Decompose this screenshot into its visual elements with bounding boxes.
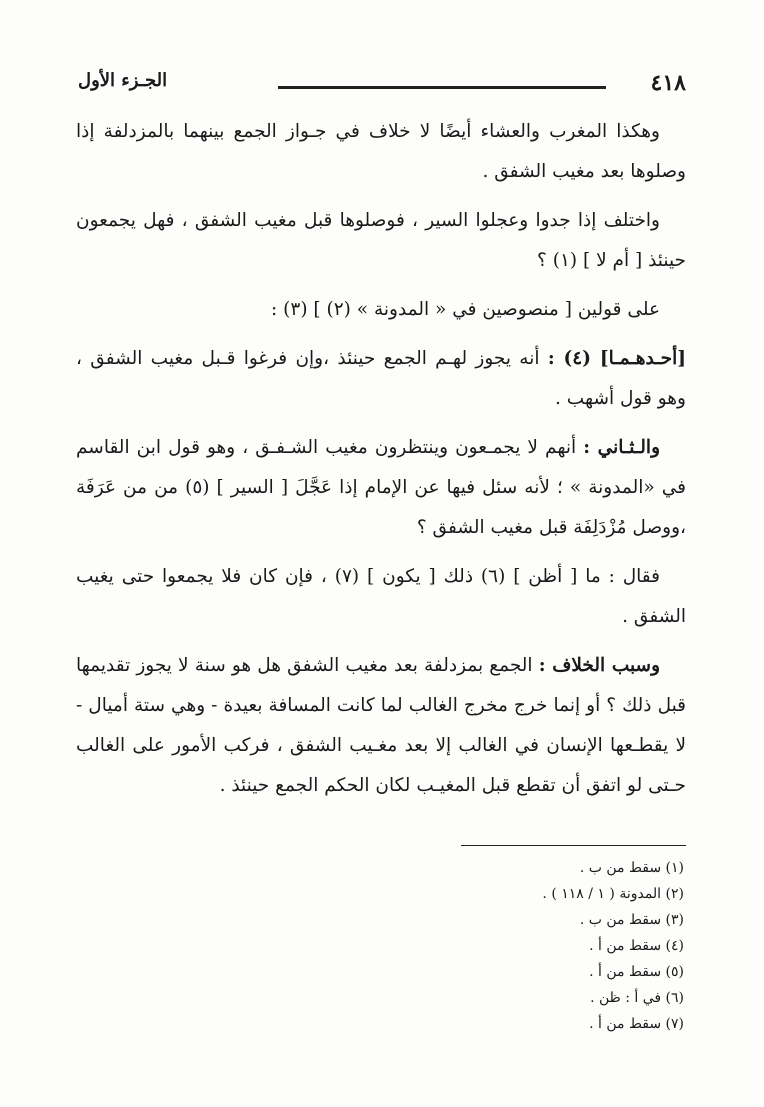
footnote: (٣) سقط من ب . xyxy=(579,912,684,928)
paragraph-text: فقال : ما [ أظن ] (٦) ذلك [ يكون ] (٧) ، فإن كان فلا يجمعوا حتى يغيب الشفق . xyxy=(76,566,686,627)
paragraph xyxy=(76,646,686,806)
footnotes xyxy=(284,855,684,1037)
paragraph xyxy=(76,339,686,419)
header-rule xyxy=(278,86,606,89)
paragraph-text: أنهم لا يجمـعون وينتظرون مغيب الشـفـق ، وهو قول ابن القاسم في «المدونة » ؛ لأنه سئل فيها عن الإمام إذا عَجَّلَ [ السير ] (٥) من من عَرَفَة ،ووصل مُزْدَلِفَة قبل مغيب الشفق ؟ xyxy=(76,437,687,538)
paragraph-lead: [أحـدهـمـا] (٤) : xyxy=(547,348,686,369)
paragraph xyxy=(76,557,686,637)
paragraph-lead: والـثـاني : xyxy=(583,437,660,458)
paragraph-text: أنه يجوز لهـم الجمع حينئذ ،وإن فرغوا قـبل مغيب الشفق ، وهو قول أشهب . xyxy=(76,348,686,409)
footnote: (٧) سقط من أ . xyxy=(589,1016,684,1032)
paragraph xyxy=(76,112,686,192)
paragraph xyxy=(76,428,686,548)
footnote-separator xyxy=(461,845,686,846)
paragraph-lead: وسبب الخلاف : xyxy=(538,655,660,676)
paragraph-text: وهكذا المغرب والعشاء أيضًا لا خلاف في جـواز الجمع بينهما بالمزدلفة إذا وصلوها بعد مغيب الشفق . xyxy=(76,121,686,182)
paragraph-text: على قولين [ منصوصين في « المدونة » (٢) ] (٣) : xyxy=(271,299,660,320)
paragraph-text: الجمع بمزدلفة بعد مغيب الشفق هل هو سنة لا يجوز تقديمها قبل ذلك ؟ أو إنما خرج مخرج الغالب لما كانت المسافة بعيدة - وهي ستة أميال - لا يقطـعها الإنسان في الغالب إلا بعد مغـيب الشفق ، فركب الأمور على الغالب حـتى لو اتفق أن تقطع قبل المغيـب لكان الحكم الجمع حينئذ . xyxy=(76,655,686,796)
paragraph xyxy=(76,290,686,330)
page-header xyxy=(78,64,686,104)
paragraph-text: واختلف إذا جدوا وعجلوا السير ، فوصلوها قبل مغيب الشفق ، فهل يجمعون حينئذ [ أم لا ] (١) ؟ xyxy=(76,210,686,271)
body-text xyxy=(76,112,686,815)
page-number: ٤١٨ xyxy=(650,70,686,96)
footnote: (١) سقط من ب . xyxy=(579,860,684,876)
footnote: (٥) سقط من أ . xyxy=(589,964,684,980)
footnote: (٤) سقط من أ . xyxy=(589,938,684,954)
footnote: (٢) المدونة ( ١ / ١١٨ ) . xyxy=(542,886,684,902)
running-title: الجـزء الأول xyxy=(78,70,168,91)
paragraph xyxy=(76,201,686,281)
footnote: (٦) في أ : ظن . xyxy=(590,990,684,1006)
